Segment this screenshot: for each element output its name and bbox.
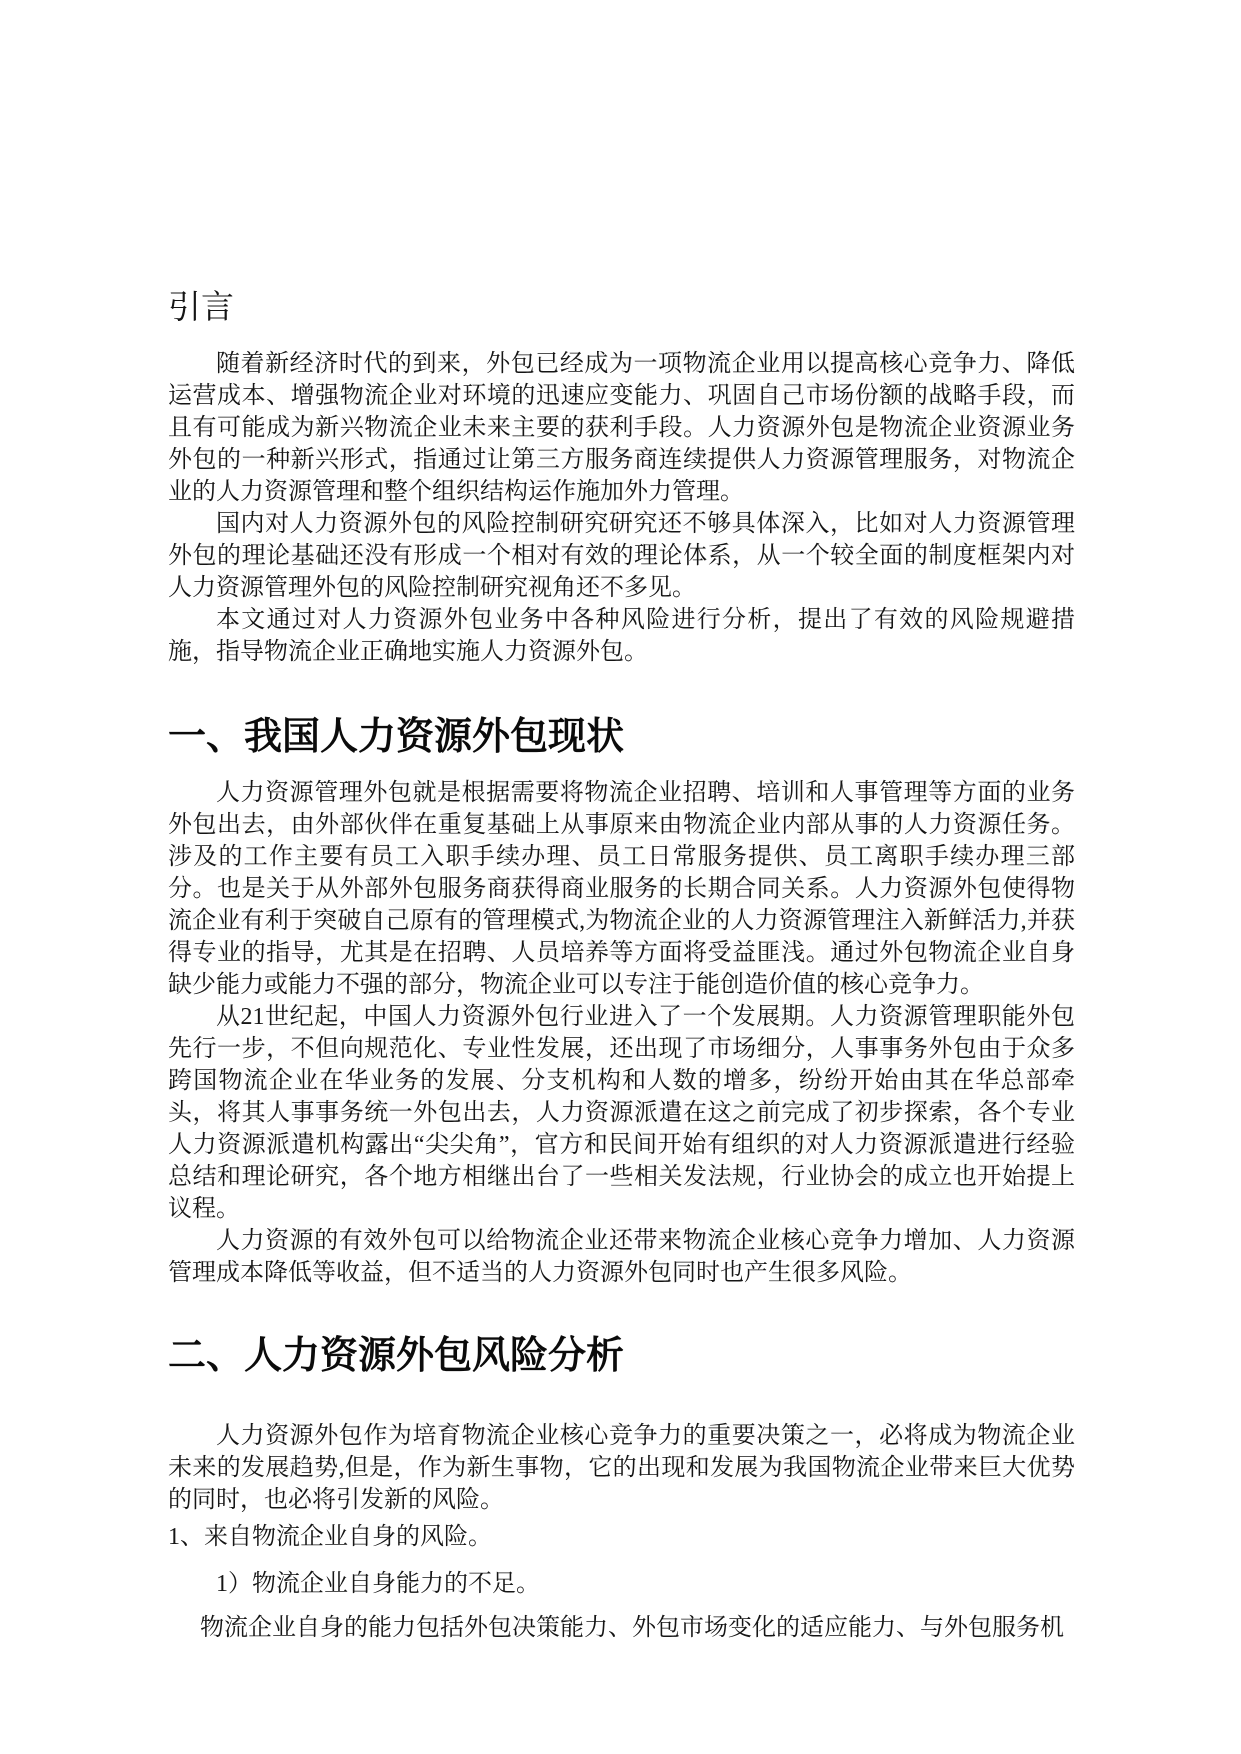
section2-heading: 二、人力资源外包风险分析 — [168, 1335, 625, 1377]
section2-continuation-paragraph: 物流企业自身的能力包括外包决策能力、外包市场变化的适应能力、与外包服务机 — [200, 1615, 1064, 1641]
intro-title: 引言 — [168, 290, 234, 326]
intro-paragraph-1: 随着新经济时代的到来，外包已经成为一项物流企业用以提高核心竞争力、降低运营成本、增强物流企业对环境的迅速应变能力、巩固自己市场份额的战略手段，而且有可能成为新兴物流企业未来主要的获利手段。人力资源外包是物流企业资源业务外包的一种新兴形式，指通过让第三方服务商连续提供人力资源管理服务，对物流企业的人力资源管理和整个组织结构运作施加外力管理。 — [168, 351, 1075, 505]
section2-list-subitem-1: 1）物流企业自身能力的不足。 — [216, 1571, 540, 1597]
section1-paragraph-3: 人力资源的有效外包可以给物流企业还带来物流企业核心竞争力增加、人力资源管理成本降低等收益，但不适当的人力资源外包同时也产生很多风险。 — [168, 1228, 1075, 1286]
section1-paragraph-2: 从21世纪起，中国人力资源外包行业进入了一个发展期。人力资源管理职能外包先行一步，不但向规范化、专业性发展，还出现了市场细分，人事事务外包由于众多跨国物流企业在华业务的发展、分支机构和人数的增多，纷纷开始由其在华总部牵头，将其人事事务统一外包出去，人力资源派遣在这之前完成了初步探索，各个专业人力资源派遣机构露出“尖尖角”，官方和民间开始有组织的对人力资源派遣进行经验总结和理论研究，各个地方相继出台了一些相关发法规，行业协会的成立也开始提上议程。 — [168, 1004, 1075, 1222]
section2-paragraph-1: 人力资源外包作为培育物流企业核心竞争力的重要决策之一，必将成为物流企业未来的发展趋势,但是，作为新生事物，它的出现和发展为我国物流企业带来巨大优势的同时，也必将引发新的风险。 — [168, 1423, 1075, 1513]
section1-paragraph-1: 人力资源管理外包就是根据需要将物流企业招聘、培训和人事管理等方面的业务外包出去，由外部伙伴在重复基础上从事原来由物流企业内部从事的人力资源任务。涉及的工作主要有员工入职手续办理、员工日常服务提供、员工离职手续办理三部分。也是关于从外部外包服务商获得商业服务的长期合同关系。人力资源外包使得物流企业有利于突破自己原有的管理模式,为物流企业的人力资源管理注入新鲜活力,并获得专业的指导，尤其是在招聘、人员培养等方面将受益匪浅。通过外包物流企业自身缺少能力或能力不强的部分，物流企业可以专注于能创造价值的核心竞争力。 — [168, 780, 1075, 998]
intro-paragraph-3: 本文通过对人力资源外包业务中各种风险进行分析，提出了有效的风险规避措施，指导物流企业正确地实施人力资源外包。 — [168, 607, 1075, 665]
section2-list-item-1: 1、来自物流企业自身的风险。 — [168, 1524, 492, 1550]
section1-heading: 一、我国人力资源外包现状 — [168, 716, 625, 758]
intro-paragraph-2: 国内对人力资源外包的风险控制研究研究还不够具体深入，比如对人力资源管理外包的理论基础还没有形成一个相对有效的理论体系，从一个较全面的制度框架内对人力资源管理外包的风险控制研究视角还不多见。 — [168, 511, 1075, 601]
